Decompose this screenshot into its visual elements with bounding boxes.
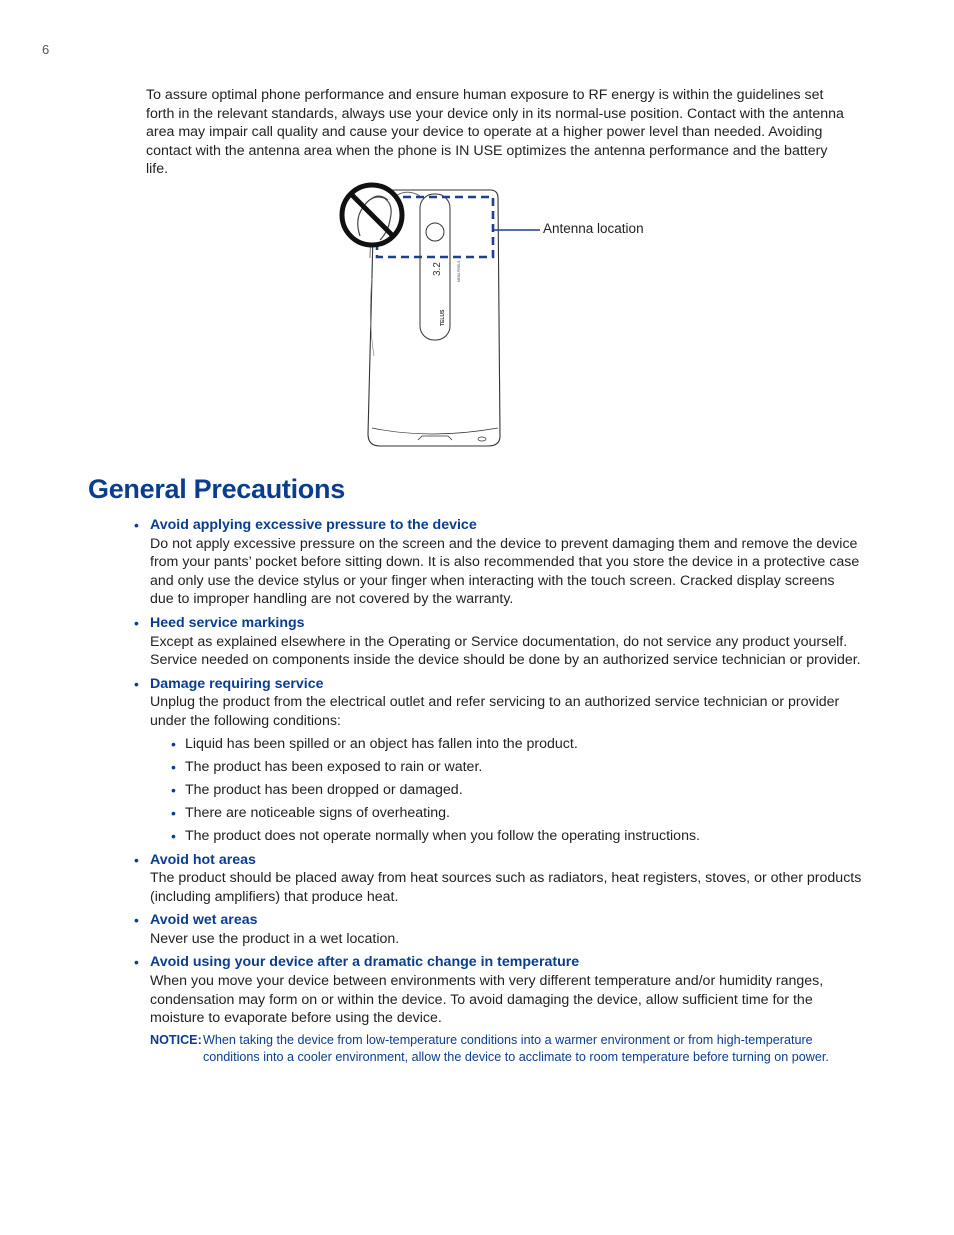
item-heading: • Avoid wet areas — [150, 912, 258, 929]
no-touch-sign-icon — [342, 185, 402, 245]
sub-list-item: • The product has been dropped or damaged. — [185, 781, 862, 800]
item-heading: • Avoid hot areas — [150, 851, 256, 868]
item-body: Do not apply excessive pressure on the screen and the device to prevent damaging them and remove the device from your pants’ pocket before sitting down. It is also recommended that you store the device in a protective case and only use the device stylus or your finger when interacting with the touch screen. Cracked display screens due to improper handling are not covered by the warranty. — [150, 535, 860, 608]
brand-logo-text: TELUS — [440, 309, 446, 326]
phone-back-illustration — [330, 178, 670, 450]
precautions-list — [150, 516, 862, 1071]
list-item — [150, 516, 862, 609]
intro-paragraph: To assure optimal phone performance and ensure human exposure to RF energy is within the guidelines set forth in the relevant standards, always use your device only in its normal-use position. Contact with the antenna area may impair call quality and cause your device to operate at a higher power level than needed. Avoiding contact with the antenna area when the phone is IN USE optimizes the antenna performance and the battery life. — [146, 87, 844, 178]
item-body: Except as explained elsewhere in the Operating or Service documentation, do not service any product yourself. Service needed on components inside the device should be done by an authorized service technician or provider. — [150, 633, 861, 669]
sub-list-item: • Liquid has been spilled or an object has fallen into the product. — [185, 735, 862, 754]
list-item — [150, 911, 862, 948]
sub-list-item: • The product has been exposed to rain or water. — [185, 758, 862, 777]
service-conditions-list — [150, 735, 862, 846]
sub-list-item: • There are noticeable signs of overheating. — [185, 804, 862, 823]
phone-bottom-notch — [418, 436, 452, 440]
notice-label: NOTICE: — [150, 1032, 202, 1047]
item-heading: • Damage requiring service — [150, 675, 324, 692]
list-item — [150, 851, 862, 907]
item-heading: • Avoid using your device after a dramatic change in temperature — [150, 954, 580, 971]
list-item — [150, 953, 862, 1065]
list-item — [150, 675, 862, 846]
camera-lens-icon — [426, 223, 444, 241]
camera-megapixel-label: 3.2 — [432, 262, 443, 276]
phone-bottom-edge — [372, 428, 498, 434]
item-body: The product should be placed away from heat sources such as radiators, heat registers, stoves, or other products (including amplifiers) that produce heat. — [150, 870, 862, 905]
camera-megapixel-sub: MEGA PIXELS — [457, 260, 461, 282]
section-title: General Precautions — [88, 474, 345, 504]
item-heading: • Heed service markings — [150, 614, 305, 631]
item-body: Unplug the product from the electrical outlet and refer servicing to an authorized service technician or provider under the following conditions: — [150, 694, 840, 729]
item-body: Never use the product in a wet location. — [150, 930, 400, 947]
antenna-location-label: Antenna location — [543, 221, 644, 236]
item-heading: • Avoid applying excessive pressure to the device — [150, 517, 477, 533]
item-body: When you move your device between environments with very different temperature and/or humidity ranges, condensation may form on or within the device. To avoid damaging the device, allow sufficient time for the moisture to evaporate before using the device. — [150, 973, 824, 1027]
antenna-figure — [330, 178, 670, 450]
list-item — [150, 614, 862, 670]
sub-list-item: • The product does not operate normally when you follow the operating instructions. — [185, 827, 862, 846]
notice-box — [150, 1032, 862, 1066]
notice-text: When taking the device from low-temperature conditions into a warmer environment or from high-temperature conditions into a cooler environment, allow the device to acclimate to room temperature before turning on power. — [203, 1032, 829, 1064]
phone-bottom-port — [478, 437, 486, 441]
page-number: 6 — [42, 42, 50, 57]
